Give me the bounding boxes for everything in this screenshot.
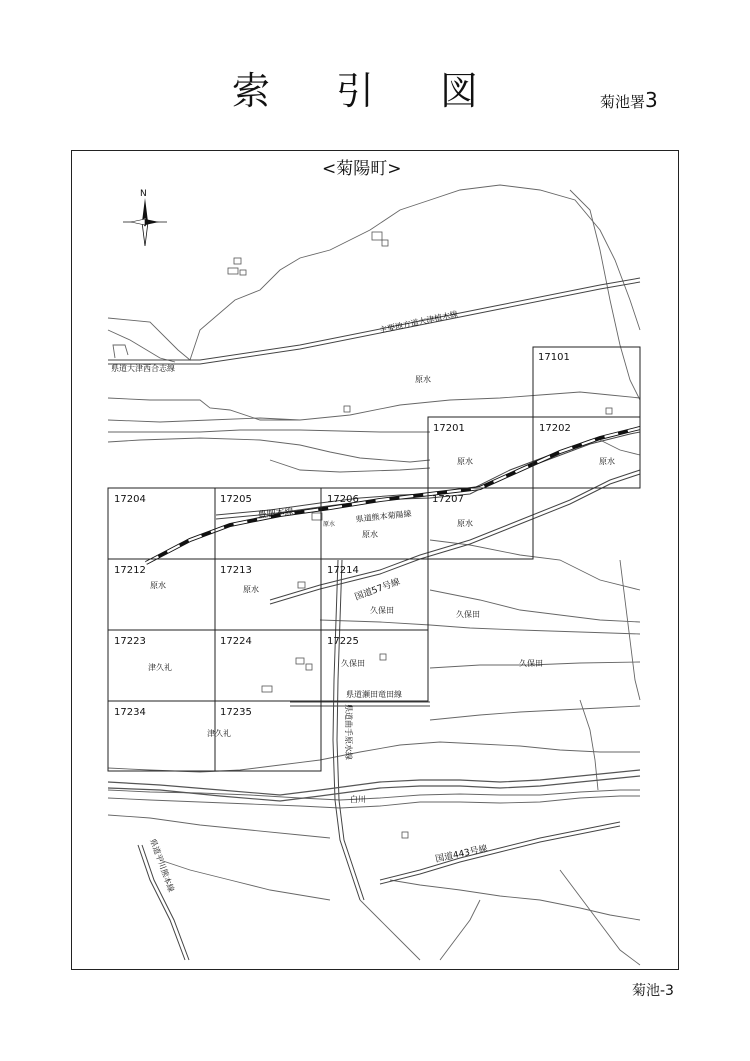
map-frame (71, 150, 679, 970)
place-label-haramizu-small: 原水 (323, 521, 336, 528)
place-label-haramizu: 原水 (599, 457, 615, 466)
road-label-hiraga: 県道平川熊本線 (148, 837, 176, 894)
place-label-kubota: 久保田 (341, 659, 365, 668)
page-footer: 菊池-3 (632, 983, 674, 999)
office-number: 3 (645, 88, 658, 112)
sheet-label[interactable]: 17224 (220, 636, 252, 647)
area-title: <菊陽町> (322, 159, 402, 179)
sheet-label[interactable]: 17202 (539, 423, 571, 434)
river-label-shirakawa: 白川 (350, 795, 366, 804)
page-title: 索引図 (232, 69, 545, 113)
place-label-tsukure: 津久礼 (148, 663, 172, 672)
sheet-label[interactable]: 17205 (220, 494, 252, 505)
place-label-haramizu: 原水 (457, 457, 473, 466)
road-label-ozu-ueki: 主要地方道大津植木線 (378, 309, 459, 335)
sheet-label[interactable]: 17225 (327, 636, 359, 647)
sheet-label[interactable]: 17223 (114, 636, 146, 647)
sheet-label[interactable]: 17101 (538, 352, 570, 363)
sheet-label[interactable]: 17213 (220, 565, 252, 576)
sheet-label[interactable]: 17207 (432, 494, 464, 505)
road-label-route443: 国道443号線 (434, 844, 489, 865)
sheet-label[interactable]: 17204 (114, 494, 146, 505)
office-name: 菊池署 (600, 93, 646, 111)
sheet-label[interactable]: 17214 (327, 565, 359, 576)
road-label-kumamoto-kikuyo: 県道熊本菊陽線 (355, 509, 412, 524)
sheet-label[interactable]: 17234 (114, 707, 146, 718)
place-label-haramizu: 原水 (457, 519, 473, 528)
sheet-label[interactable]: 17206 (327, 494, 359, 505)
place-label-haramizu: 原水 (150, 581, 166, 590)
place-label-tsukure: 津久礼 (207, 729, 231, 738)
place-label-kubota: 久保田 (519, 659, 543, 668)
place-label-haramizu: 原水 (243, 585, 259, 594)
north-label: N (140, 189, 147, 199)
place-label-kubota: 久保田 (456, 610, 480, 619)
road-label-setadenden: 県道瀬田竜田線 (346, 690, 402, 699)
place-label-haramizu: 原水 (362, 530, 378, 539)
road-label-sotsuma-shimizu: 県道曲手原水線 (344, 704, 353, 760)
place-label-haramizu: 原水 (415, 375, 431, 384)
sheet-label[interactable]: 17212 (114, 565, 146, 576)
sheet-label[interactable]: 17235 (220, 707, 252, 718)
road-label-hohi: 豊肥本線 (257, 507, 295, 521)
place-label-kubota: 久保田 (370, 606, 394, 615)
road-label-route57: 国道57号線 (353, 577, 402, 603)
road-label-ozu-nishigoshi: 県道大津西合志線 (111, 364, 175, 373)
sheet-label[interactable]: 17201 (433, 423, 465, 434)
